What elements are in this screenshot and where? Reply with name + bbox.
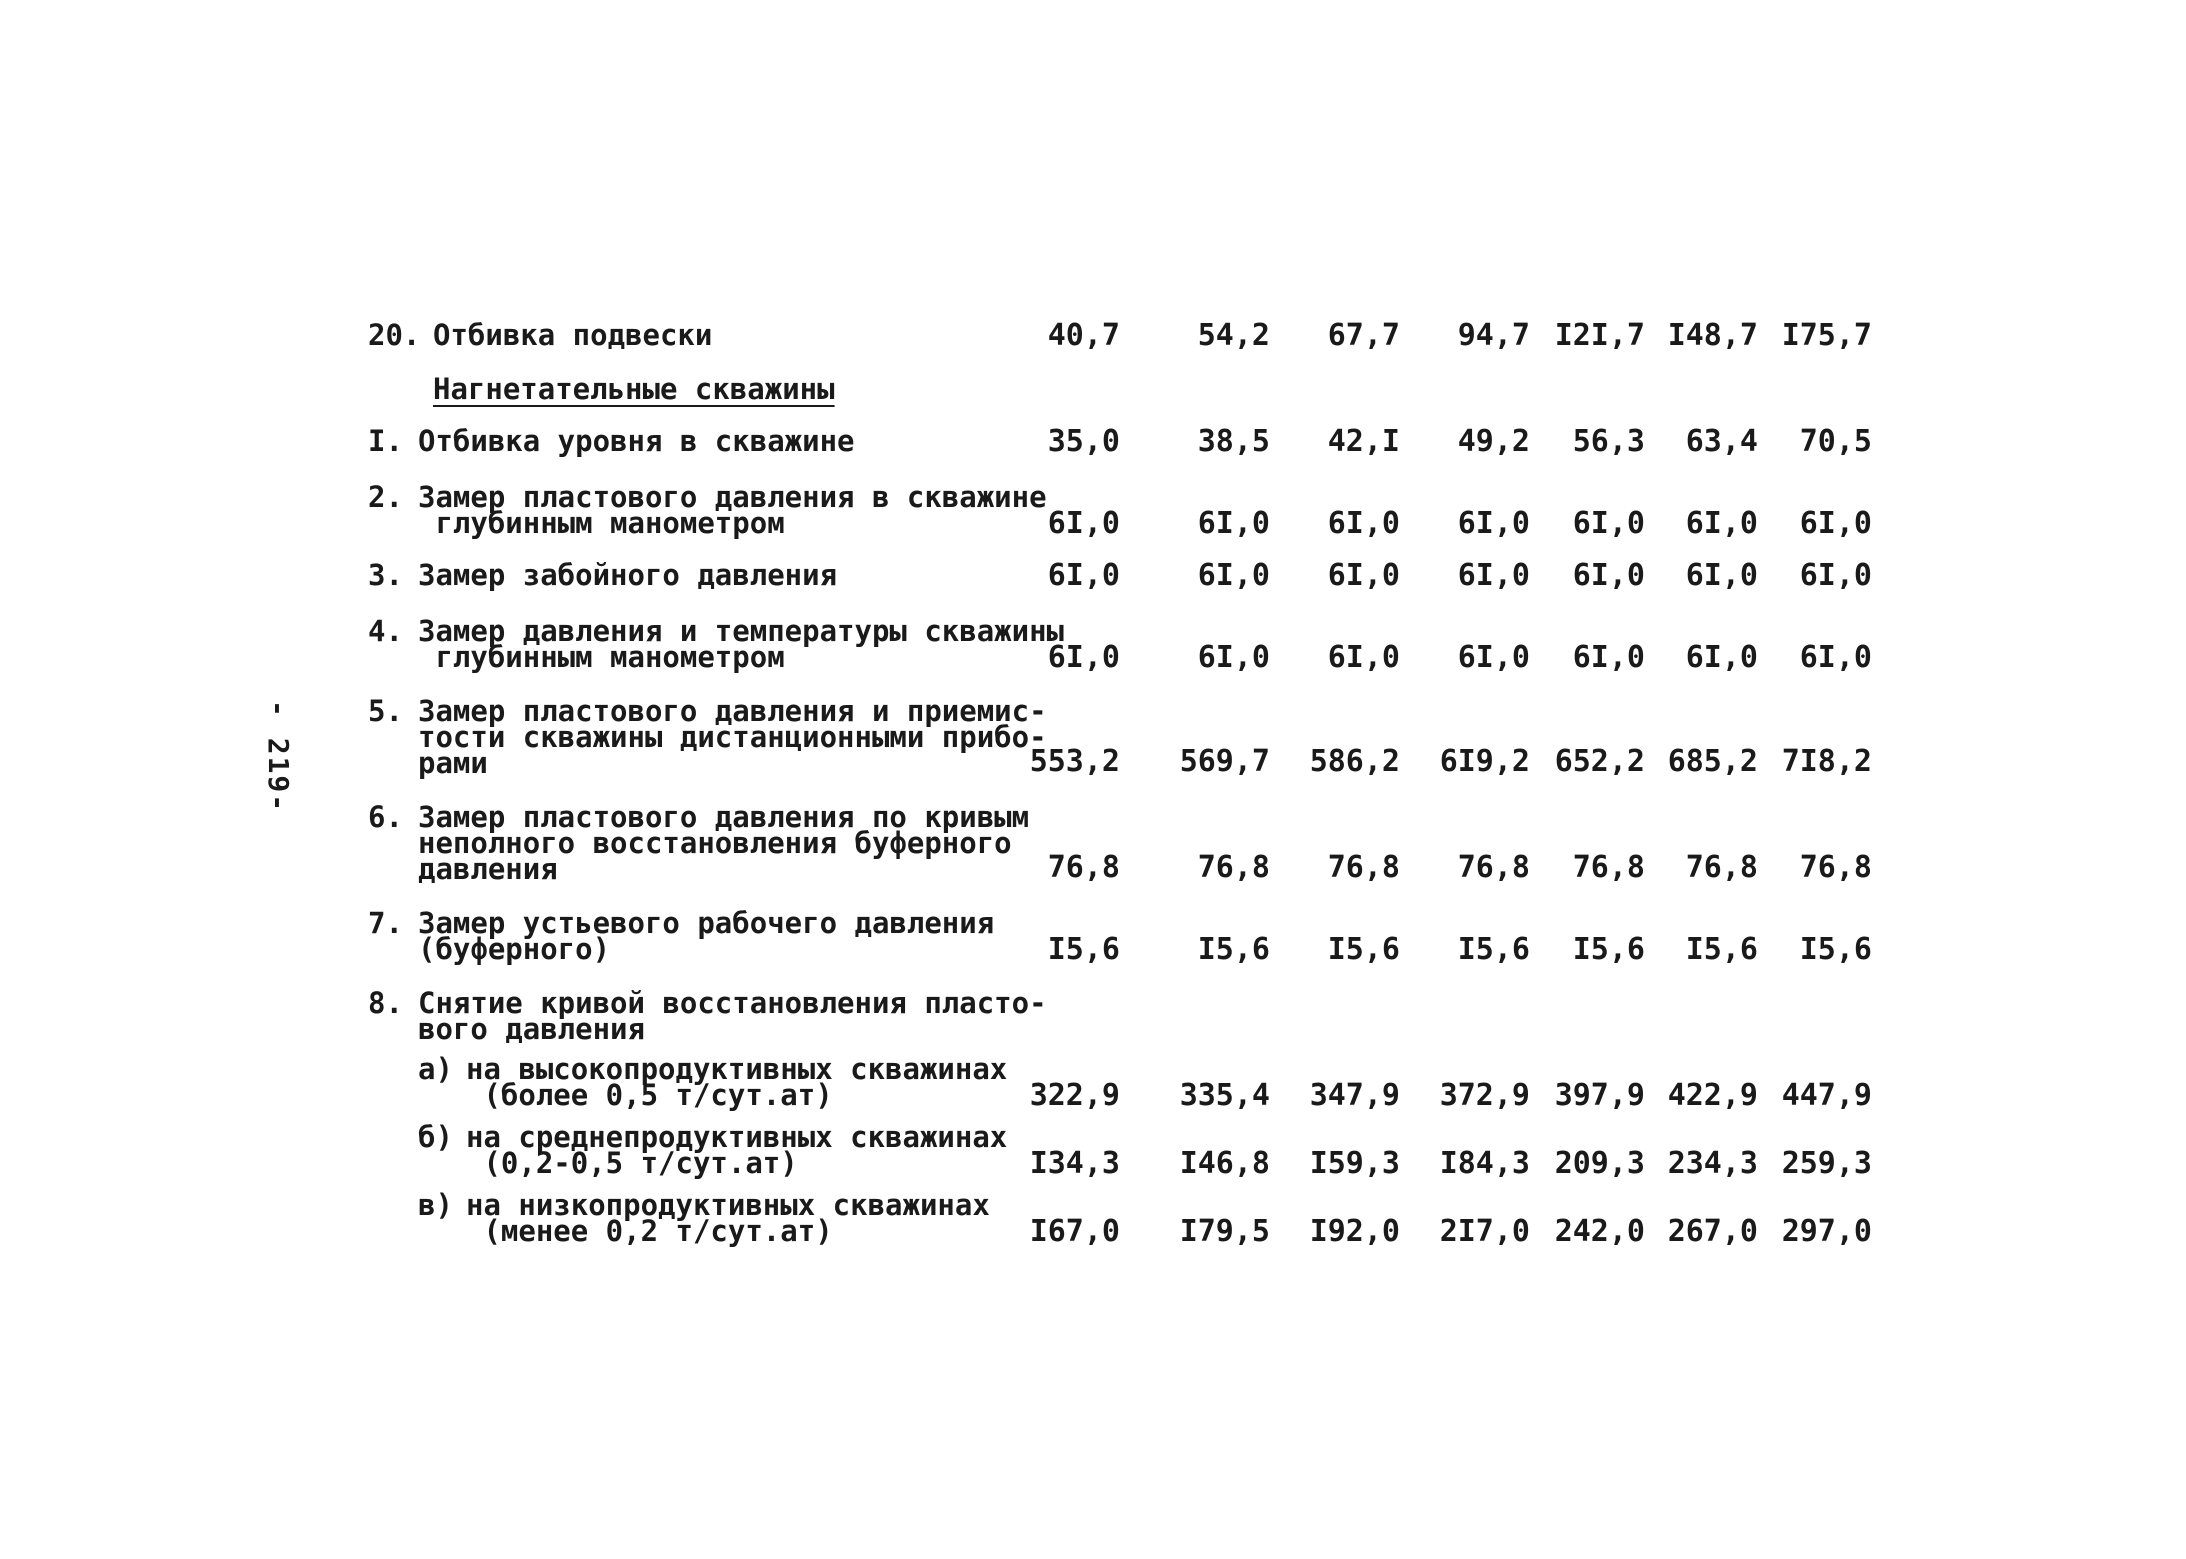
cell-value: I84,3 (1439, 1146, 1530, 1181)
cell-value: I48,7 (1667, 318, 1758, 353)
row-label: на низкопродуктивных скважинах (менее 0,2 т/сут.ат) (466, 1188, 990, 1248)
row-number: 3. (368, 558, 403, 592)
cell-value: I5,6 (1572, 932, 1645, 967)
cell-value: 397,9 (1554, 1078, 1645, 1113)
cell-value: 447,9 (1781, 1078, 1872, 1113)
row-label: Отбивка уровня в скважине (418, 424, 855, 458)
cell-value: 6I,0 (1197, 558, 1270, 593)
cell-value: 586,2 (1309, 744, 1400, 779)
cell-value: 6I,0 (1327, 558, 1400, 593)
cell-value: 553,2 (1029, 744, 1120, 779)
cell-value: 94,7 (1457, 318, 1530, 353)
cell-value: I59,3 (1309, 1146, 1400, 1181)
cell-value: 652,2 (1554, 744, 1645, 779)
cell-value: 76,8 (1457, 850, 1530, 885)
cell-value: 297,0 (1781, 1214, 1872, 1249)
cell-value: 76,8 (1572, 850, 1645, 885)
cell-value: 242,0 (1554, 1214, 1645, 1249)
cell-value: 322,9 (1029, 1078, 1120, 1113)
cell-value: 7I8,2 (1781, 744, 1872, 779)
row-number: 8. (368, 986, 403, 1020)
row-number: а) (418, 1052, 453, 1086)
row-number: 7. (368, 906, 403, 940)
row-label: Замер давления и температуры скважины глубинным манометром (418, 614, 1065, 674)
cell-value: I79,5 (1179, 1214, 1270, 1249)
row-label: Снятие кривой восстановления пласто- вого давления (418, 986, 1047, 1046)
row-number: 6. (368, 800, 403, 834)
cell-value: 6I,0 (1047, 506, 1120, 541)
cell-value: 63,4 (1685, 424, 1758, 459)
row-label: на высокопродуктивных скважинах (более 0,5 т/сут.ат) (466, 1052, 1008, 1112)
cell-value: I5,6 (1327, 932, 1400, 967)
cell-value: 6I,0 (1457, 640, 1530, 675)
section-heading: Нагнетательные скважины (433, 372, 835, 406)
cell-value: I5,6 (1457, 932, 1530, 967)
cell-value: I5,6 (1197, 932, 1270, 967)
cell-value: 6I,0 (1197, 640, 1270, 675)
cell-value: 67,7 (1327, 318, 1400, 353)
cell-value: 6I,0 (1799, 640, 1872, 675)
cell-value: 6I,0 (1047, 640, 1120, 675)
cell-value: 56,3 (1572, 424, 1645, 459)
row-label: на среднепродуктивных скважинах (0,2-0,5 т/сут.ат) (466, 1120, 1008, 1180)
row-label: Замер устьевого рабочего давления (буферного) (418, 906, 995, 966)
row-number: 5. (368, 694, 403, 728)
cell-value: 259,3 (1781, 1146, 1872, 1181)
cell-value: I5,6 (1685, 932, 1758, 967)
cell-value: 6I,0 (1047, 558, 1120, 593)
cell-value: I46,8 (1179, 1146, 1270, 1181)
cell-value: 6I,0 (1572, 506, 1645, 541)
cell-value: 76,8 (1685, 850, 1758, 885)
cell-value: 422,9 (1667, 1078, 1758, 1113)
row-label: Замер пластового давления и приемис- тости скважины дистанционными прибо- рами (418, 694, 1047, 780)
cell-value: 6I,0 (1685, 558, 1758, 593)
cell-value: 35,0 (1047, 424, 1120, 459)
row-number: 2. (368, 480, 403, 514)
cell-value: I67,0 (1029, 1214, 1120, 1249)
cell-value: 6I,0 (1572, 558, 1645, 593)
row-number: 4. (368, 614, 403, 648)
row-number: I. (368, 424, 403, 458)
cell-value: 347,9 (1309, 1078, 1400, 1113)
cell-value: 76,8 (1327, 850, 1400, 885)
cell-value: 209,3 (1554, 1146, 1645, 1181)
cell-value: 685,2 (1667, 744, 1758, 779)
cell-value: 40,7 (1047, 318, 1120, 353)
row-label: Замер забойного давления (418, 558, 838, 592)
cell-value: 76,8 (1197, 850, 1270, 885)
cell-value: I5,6 (1047, 932, 1120, 967)
row-number: в) (418, 1188, 453, 1222)
cell-value: 76,8 (1047, 850, 1120, 885)
cell-value: 569,7 (1179, 744, 1270, 779)
cell-value: I92,0 (1309, 1214, 1400, 1249)
cell-value: 6I,0 (1457, 506, 1530, 541)
cell-value: 6I,0 (1572, 640, 1645, 675)
cell-value: I2I,7 (1554, 318, 1645, 353)
cell-value: 76,8 (1799, 850, 1872, 885)
cell-value: 2I7,0 (1439, 1214, 1530, 1249)
cell-value: 6I,0 (1327, 506, 1400, 541)
cell-value: I75,7 (1781, 318, 1872, 353)
cell-value: 267,0 (1667, 1214, 1758, 1249)
row-label: Замер пластового давления по кривым неполного восстановления буферного давления (418, 800, 1030, 886)
row-number: б) (418, 1120, 453, 1154)
cell-value: I5,6 (1799, 932, 1872, 967)
row-label: Замер пластового давления в скважине глубинным манометром (418, 480, 1047, 540)
cell-value: 49,2 (1457, 424, 1530, 459)
cell-value: 6I,0 (1457, 558, 1530, 593)
cell-value: 6I,0 (1799, 558, 1872, 593)
cell-value: 6I,0 (1685, 506, 1758, 541)
cell-value: 6I9,2 (1439, 744, 1530, 779)
page-number: - 219- (262, 700, 295, 814)
cell-value: 42,I (1327, 424, 1400, 459)
cell-value: 38,5 (1197, 424, 1270, 459)
cell-value: 372,9 (1439, 1078, 1530, 1113)
row-number: 20. (368, 318, 421, 352)
cell-value: 54,2 (1197, 318, 1270, 353)
cell-value: 6I,0 (1197, 506, 1270, 541)
cell-value: 335,4 (1179, 1078, 1270, 1113)
row-label: Отбивка подвески (433, 318, 713, 352)
cell-value: 6I,0 (1685, 640, 1758, 675)
cell-value: 6I,0 (1327, 640, 1400, 675)
cell-value: 234,3 (1667, 1146, 1758, 1181)
cell-value: 6I,0 (1799, 506, 1872, 541)
cell-value: I34,3 (1029, 1146, 1120, 1181)
cell-value: 70,5 (1799, 424, 1872, 459)
